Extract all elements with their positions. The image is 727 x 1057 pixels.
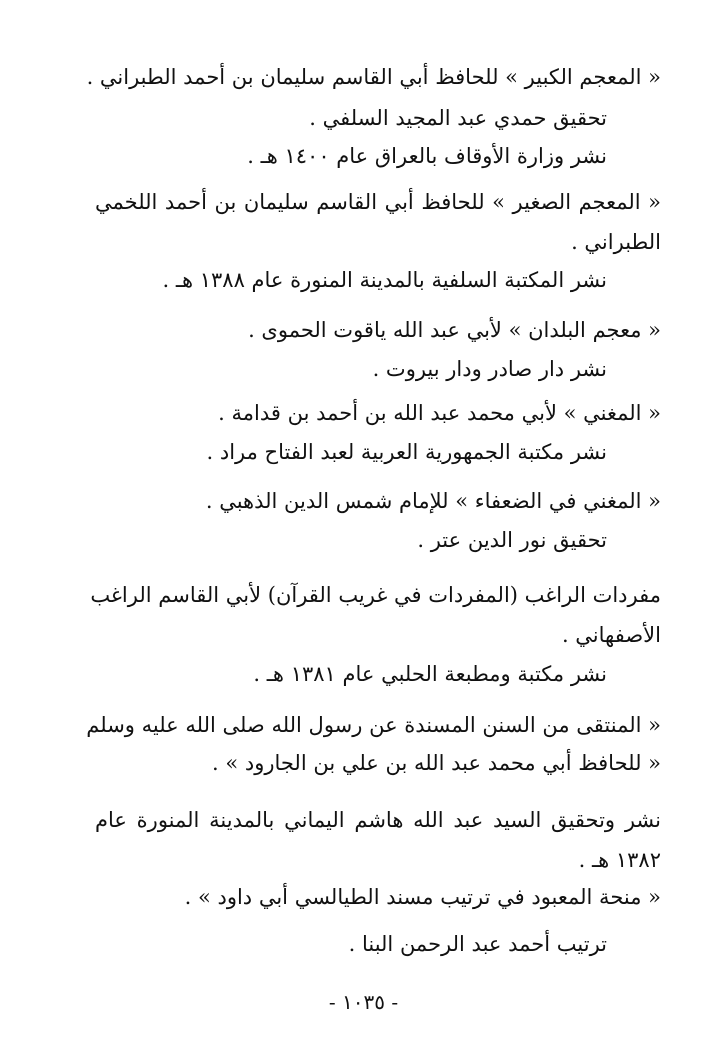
entry-detail-line: نشر المكتبة السلفية بالمدينة المنورة عام ١٣٨٨ هـ . (162, 268, 607, 292)
entry-detail-continuation: ١٣٨٢ هـ . (578, 848, 661, 872)
page-number: - ١٠٣٥ - (328, 990, 399, 1014)
entry-title-continuation: الأصفهاني . (561, 623, 661, 647)
entry-title-line: « المغني » لأبي محمد عبد الله بن أحمد بن قدامة . (218, 401, 661, 425)
entry-title-line: « المعجم الكبير » للحافظ أبي القاسم سليمان بن أحمد الطبراني . (86, 65, 661, 89)
entry-title-continuation: الطبراني . (571, 230, 661, 254)
entry-title-continuation: « للحافظ أبي محمد عبد الله بن علي بن الجارود » . (211, 751, 661, 775)
entry-detail-line: تحقيق حمدي عبد المجيد السلفي . (309, 106, 607, 130)
entry-detail-line: تحقيق نور الدين عتر . (417, 528, 607, 552)
entry-detail-line: نشر مكتبة الجمهورية العربية لعبد الفتاح مراد . (206, 440, 607, 464)
entry-title-line: « منحة المعبود في ترتيب مسند الطيالسي أبي داود » . (184, 885, 661, 909)
entry-detail-line: نشر مكتبة ومطبعة الحلبي عام ١٣٨١ هـ . (253, 662, 607, 686)
entry-detail-line: نشر وزارة الأوقاف بالعراق عام ١٤٠٠ هـ . (247, 144, 607, 168)
entry-detail-line: ترتيب أحمد عبد الرحمن البنا . (348, 932, 607, 956)
entry-detail-line: نشر دار صادر ودار بيروت . (372, 357, 607, 381)
entry-title-line: « المنتقى من السنن المسندة عن رسول الله صلى الله عليه وسلم (86, 713, 661, 737)
entry-detail-line: نشر وتحقيق السيد عبد الله هاشم اليماني بالمدينة المنورة عام (95, 808, 661, 832)
entry-title-line: « المعجم الصغير » للحافظ أبي القاسم سليمان بن أحمد اللخمي (95, 190, 661, 214)
entry-title-line: « معجم البلدان » لأبي عبد الله ياقوت الحموى . (248, 318, 661, 342)
entry-title-line: « المغني في الضعفاء » للإمام شمس الدين الذهبي . (205, 489, 661, 513)
entry-title-line: مفردات الراغب (المفردات في غريب القرآن) لأبي القاسم الراغب (90, 583, 661, 607)
